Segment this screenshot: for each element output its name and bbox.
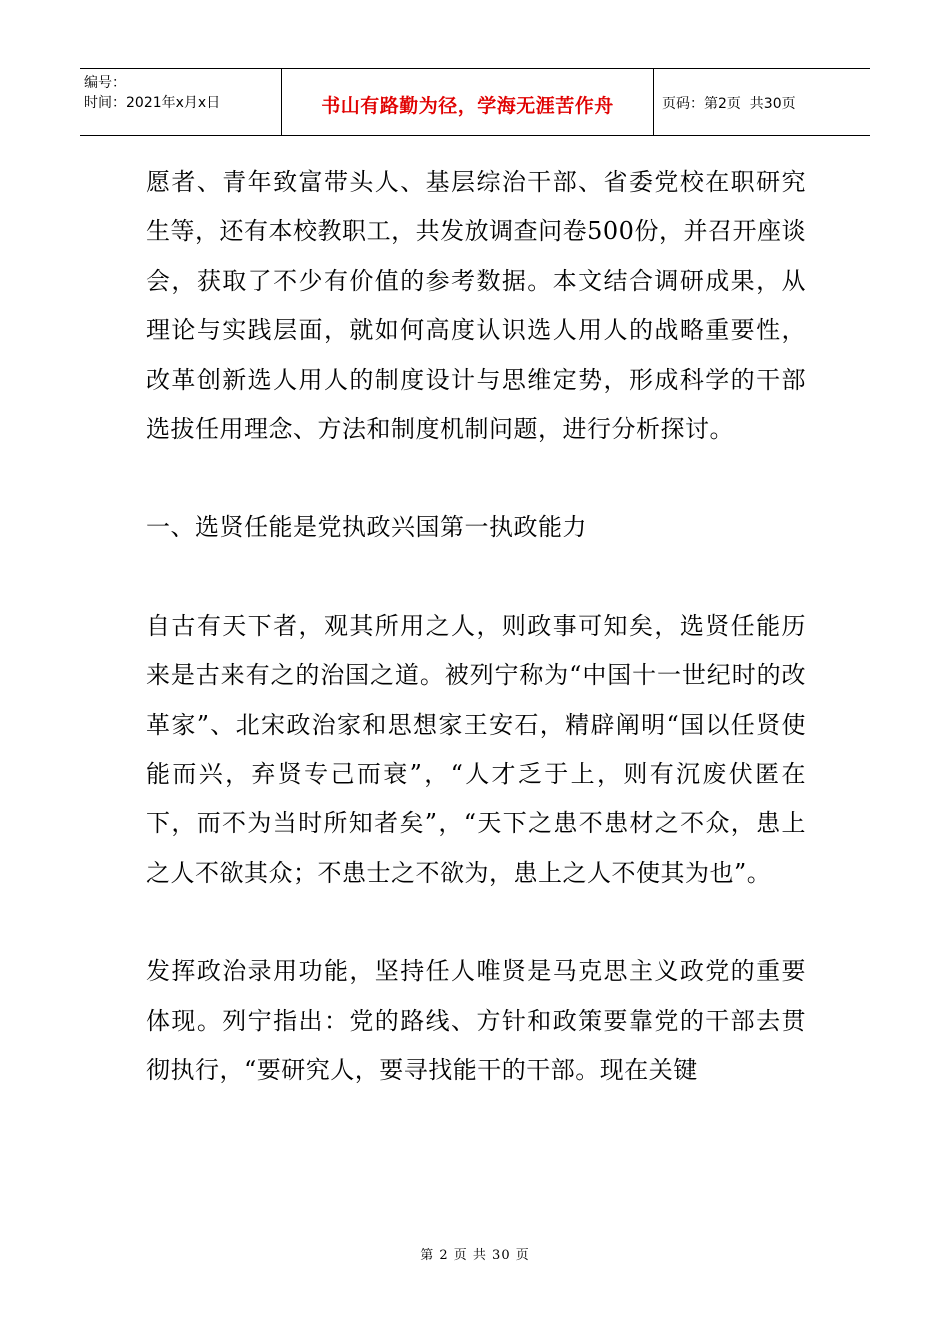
page-footer: 第 2 页 共 30 页 <box>420 1248 530 1263</box>
header-meta-cell <box>80 69 282 135</box>
document-time-label: 时间：2021年x月x日 <box>84 95 221 111</box>
header-page-info: 页码：第2页 共30页 <box>662 96 796 112</box>
header-page-cell <box>654 69 870 135</box>
header-motto-cell <box>282 69 654 135</box>
document-body <box>146 158 806 1096</box>
body-paragraph: 发挥政治录用功能，坚持任人唯贤是马克思主义政党的重要体现。列宁指出：党的路线、方针和政策要靠党的干部去贯彻执行，“要研究人，要寻找能干的干部。现在关键 <box>146 957 806 1085</box>
page-header <box>80 68 870 136</box>
body-paragraph: 愿者、青年致富带头人、基层综治干部、省委党校在职研究生等，还有本校教职工，共发放调查问卷500份，并召开座谈会，获取了不少有价值的参考数据。本文结合调研成果，从理论与实践层面，就如何高度认识选人用人的战略重要性，改革创新选人用人的制度设计与思维定势，形成科学的干部选拔任用理念、方法和制度机制问题，进行分析探讨。 <box>146 168 806 444</box>
header-motto: 书山有路勤为径，学海无涯苦作舟 <box>321 94 614 117</box>
document-number-label: 编号： <box>84 75 126 91</box>
section-heading: 一、选贤任能是党执政兴国第一执政能力 <box>146 513 587 542</box>
body-paragraph: 自古有天下者，观其所用之人，则政事可知矣，选贤任能历来是古来有之的治国之道。被列宁称为“中国十一世纪时的改革家”、北宋政治家和思想家王安石，精辟阐明“国以任贤使能而兴，弃贤专己而衰”，“人才乏于上，则有沉废伏匿在下，而不为当时所知者矣”，“天下之患不患材之不众，患上之人不欲其众；不患士之不欲为，患上之人不使其为也”。 <box>146 611 806 887</box>
